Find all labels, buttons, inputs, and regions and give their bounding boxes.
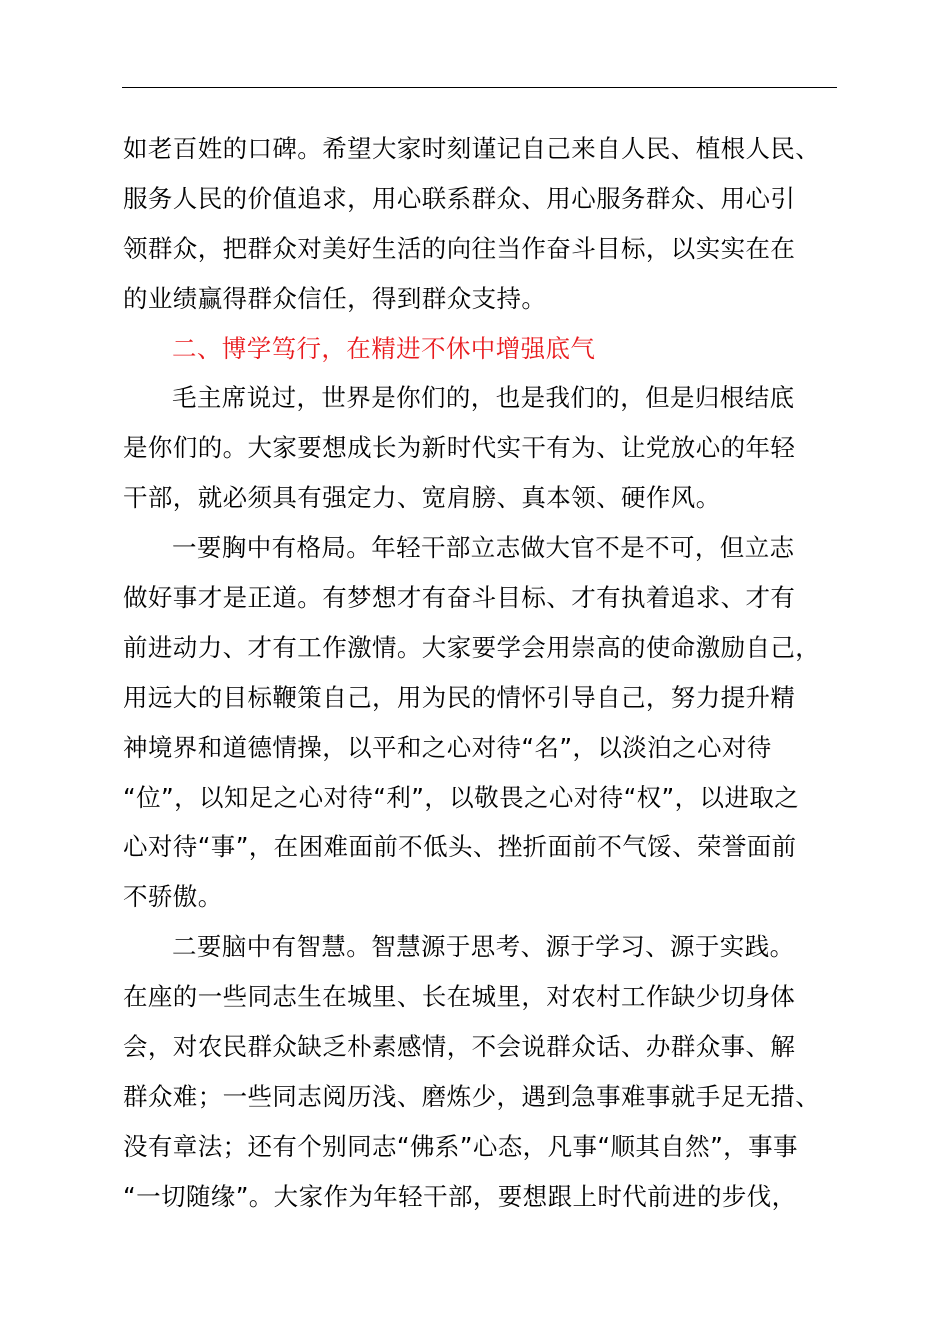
body-line: “一切随缘”。大家作为年轻干部，要想跟上时代前进的步伐， — [123, 1181, 797, 1211]
body-line: 没有章法；还有个别同志“佛系”心态，凡事“顺其自然”，事事 — [123, 1131, 798, 1161]
body-line: 领群众，把群众对美好生活的向往当作奋斗目标，以实实在在 — [123, 233, 796, 263]
section-heading: 二、博学笃行，在精进不休中增强底气 — [172, 333, 596, 363]
body-line: 心对待“事”，在困难面前不低头、挫折面前不气馁、荣誉面前 — [123, 832, 797, 862]
body-line: 不骄傲。 — [123, 882, 223, 912]
body-line: 如老百姓的口碑。希望大家时刻谨记自己来自人民、植根人民、 — [123, 134, 821, 163]
body-line: 用远大的目标鞭策自己，用为民的情怀引导自己，努力提升精 — [123, 682, 796, 712]
paragraph-first-line: 一要胸中有格局。年轻干部立志做大官不是不可，但立志 — [172, 533, 795, 563]
body-line: 神境界和道德情操，以平和之心对待“名”，以淡泊之心对待 — [123, 732, 772, 762]
header-rule — [122, 87, 837, 88]
body-line: 服务人民的价值追求，用心联系群众、用心服务群众、用心引 — [123, 183, 796, 213]
body-line: 会，对农民群众缺乏朴素感情，不会说群众话、办群众事、解 — [123, 1032, 796, 1062]
body-line: 做好事才是正道。有梦想才有奋斗目标、才有执着追求、才有 — [123, 583, 796, 613]
paragraph-first-line: 毛主席说过，世界是你们的，也是我们的，但是归根结底 — [172, 383, 795, 413]
paragraph-first-line: 二要脑中有智慧。智慧源于思考、源于学习、源于实践。 — [172, 932, 795, 962]
body-line: 前进动力、才有工作激情。大家要学会用崇高的使命激励自己， — [123, 632, 821, 662]
body-line: 干部，就必须具有强定力、宽肩膀、真本领、硬作风。 — [123, 483, 721, 513]
body-line: 在座的一些同志生在城里、长在城里，对农村工作缺少切身体 — [123, 982, 796, 1012]
body-line: “位”，以知足之心对待“利”，以敬畏之心对待“权”，以进取之 — [123, 782, 800, 812]
document-body — [123, 124, 863, 1222]
body-line: 的业绩赢得群众信任，得到群众支持。 — [123, 283, 547, 313]
body-line: 群众难；一些同志阅历浅、磨炼少，遇到急事难事就手足无措、 — [123, 1081, 821, 1111]
body-line: 是你们的。大家要想成长为新时代实干有为、让党放心的年轻 — [123, 433, 796, 463]
